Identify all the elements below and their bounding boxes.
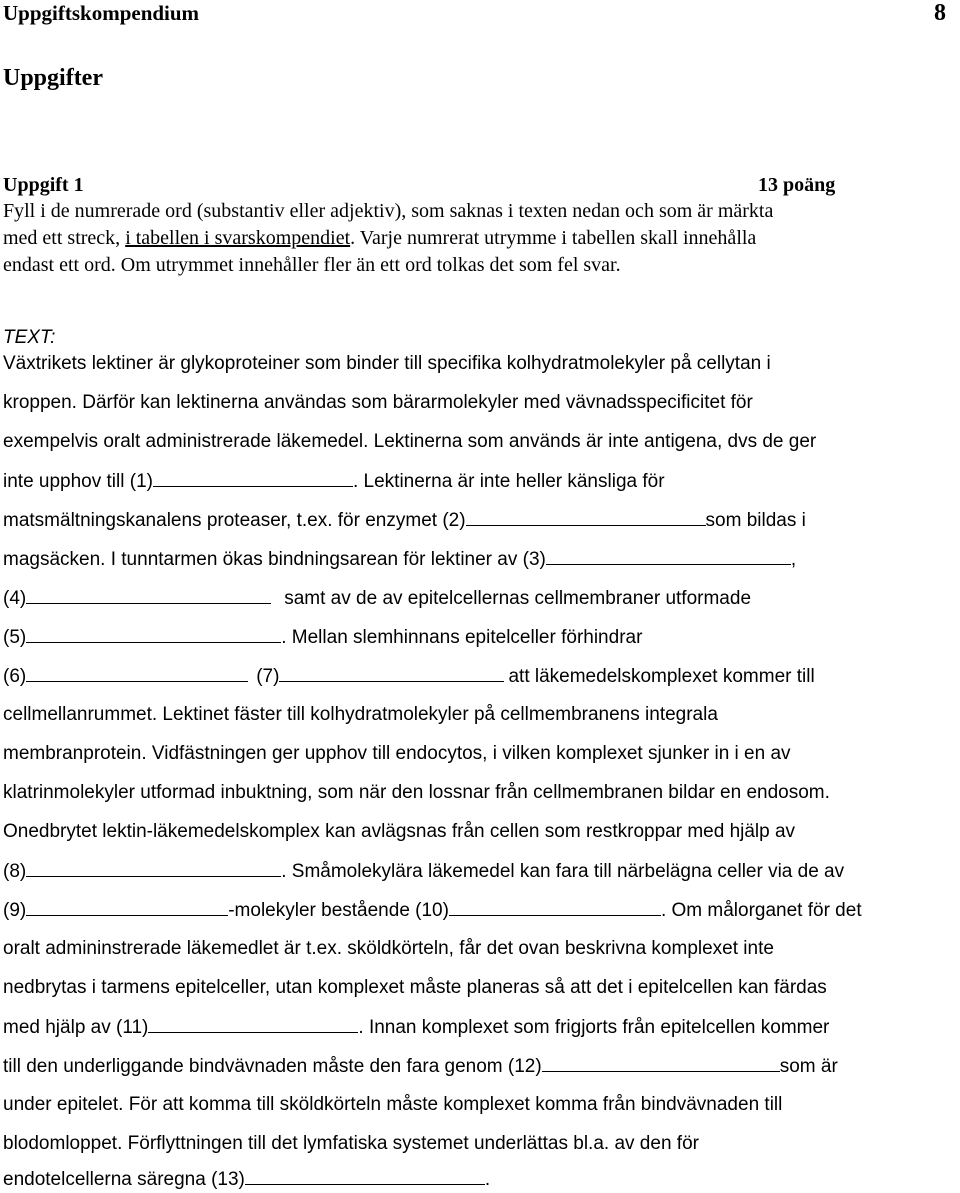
- text-line: [3, 664, 815, 689]
- text-line: oralt admininstrerade läkemedlet är t.ex. sköldkörteln, får det ovan beskrivna komplexet inte: [3, 938, 774, 959]
- answer-blank-5: [26, 625, 281, 643]
- text-line: Växtrikets lektiner är glykoproteiner som binder till specifika kolhydratmolekyler på cellytan i: [3, 353, 771, 374]
- section-title: Uppgifter: [3, 65, 103, 91]
- answer-blank-6: [26, 664, 248, 682]
- header-title: Uppgiftskompendium: [3, 1, 200, 25]
- text-segment: till den underliggande bindvävnaden måste den fara genom (12): [3, 1056, 542, 1077]
- text-segment: (7): [256, 666, 280, 687]
- text-segment: . Innan komplexet som frigjorts från epitelcellen kommer: [358, 1017, 830, 1038]
- instruction-text: . Varje numrerat utrymme i tabellen skall innehålla: [350, 227, 757, 249]
- answer-blank-8: [26, 859, 281, 877]
- answer-blank-11: [148, 1015, 358, 1033]
- instruction-text: med ett streck,: [3, 227, 126, 249]
- text-line: [3, 1015, 829, 1040]
- instruction-line: [3, 225, 953, 252]
- task-title: Uppgift 1: [3, 174, 84, 196]
- answer-blank-12: [542, 1054, 780, 1072]
- text-segment: inte upphov till (1): [3, 471, 153, 492]
- instruction-emphasis: i tabellen i svarskompendiet: [125, 227, 351, 249]
- text-line: kroppen. Därför kan lektinerna användas som bärarmolekyler med vävnadsspecificitet för: [3, 392, 753, 413]
- text-line: nedbrytas i tarmens epitelceller, utan komplexet måste planeras så att det i epitelcellen kan färdas: [3, 977, 827, 998]
- text-line: [3, 859, 844, 884]
- instruction-line: Fyll i de numrerade ord (substantiv eller adjektiv), som saknas i texten nedan och som är märkta: [3, 200, 774, 222]
- text-line: [3, 586, 751, 611]
- answer-blank-4: [26, 586, 271, 604]
- text-segment: som bildas i: [705, 510, 806, 531]
- text-segment: . Lektinerna är inte heller känsliga för: [352, 471, 665, 492]
- text-line: [3, 1167, 490, 1192]
- text-segment: med hjälp av (11): [3, 1017, 149, 1038]
- text-line: Onedbrytet lektin-läkemedelskomplex kan avlägsnas från cellen som restkroppar med hjälp av: [3, 821, 796, 842]
- text-segment: (4): [3, 588, 27, 609]
- instruction-line: endast ett ord. Om utrymmet innehåller fler än ett ord tolkas det som fel svar.: [3, 254, 621, 276]
- text-segment: (6): [3, 666, 27, 687]
- text-line: blodomloppet. Förflyttningen till det lymfatiska systemet underlättas bl.a. av den för: [3, 1133, 699, 1154]
- text-line: [3, 625, 642, 650]
- text-segment: . Småmolekylära läkemedel kan fara till närbelägna celler via de av: [281, 861, 845, 882]
- text-line: exempelvis oralt administrerade läkemedel. Lektinerna som används är inte antigena, dvs de ger: [3, 431, 817, 452]
- text-segment: . Mellan slemhinnans epitelceller förhindrar: [281, 627, 643, 648]
- answer-blank-3: [546, 547, 791, 565]
- text-segment: endotelcellerna säregna (13): [3, 1169, 245, 1190]
- text-segment: samt av de av epitelcellernas cellmembraner utformade: [284, 588, 752, 609]
- task-points: 13 poäng: [758, 174, 836, 196]
- text-segment: matsmältningskanalens proteaser, t.ex. för enzymet (2): [3, 510, 466, 531]
- text-segment: magsäcken. I tunntarmen ökas bindningsarean för lektiner av (3): [3, 549, 546, 570]
- text-segment: . Om målorganet för det: [660, 900, 862, 921]
- text-segment: ,: [790, 549, 797, 570]
- answer-blank-1: [153, 469, 353, 487]
- text-segment: (9): [3, 900, 27, 921]
- text-line: [3, 469, 665, 494]
- answer-blank-9: [26, 898, 228, 916]
- page-number: 8: [934, 0, 946, 26]
- task-instructions: [3, 198, 953, 279]
- text-segment: (8): [3, 861, 27, 882]
- text-segment: (5): [3, 627, 27, 648]
- text-line: cellmellanrummet. Lektinet fäster till kolhydratmolekyler på cellmembranens integrala: [3, 704, 718, 725]
- text-line: [3, 898, 862, 923]
- text-line: [3, 1054, 838, 1079]
- answer-blank-10: [449, 898, 661, 916]
- text-segment: som är: [779, 1056, 838, 1077]
- answer-blank-13: [245, 1167, 485, 1185]
- text-line: under epitelet. För att komma till sköldkörteln måste komplexet komma från bindvävnaden till: [3, 1094, 783, 1115]
- text-line: klatrinmolekyler utformad inbuktning, som när den lossnar från cellmembranen bildar en endosom.: [3, 782, 830, 803]
- text-label: TEXT:: [3, 327, 56, 348]
- text-line: membranprotein. Vidfästningen ger upphov till endocytos, i vilken komplexet sjunker in i en av: [3, 743, 791, 764]
- text-line: [3, 547, 796, 572]
- text-segment: -molekyler bestående (10): [228, 900, 449, 921]
- answer-blank-7: [279, 664, 504, 682]
- answer-blank-2: [466, 508, 706, 526]
- text-line: [3, 508, 806, 533]
- text-segment: att läkemedelskomplexet kommer till: [508, 666, 815, 687]
- text-segment: .: [484, 1169, 491, 1190]
